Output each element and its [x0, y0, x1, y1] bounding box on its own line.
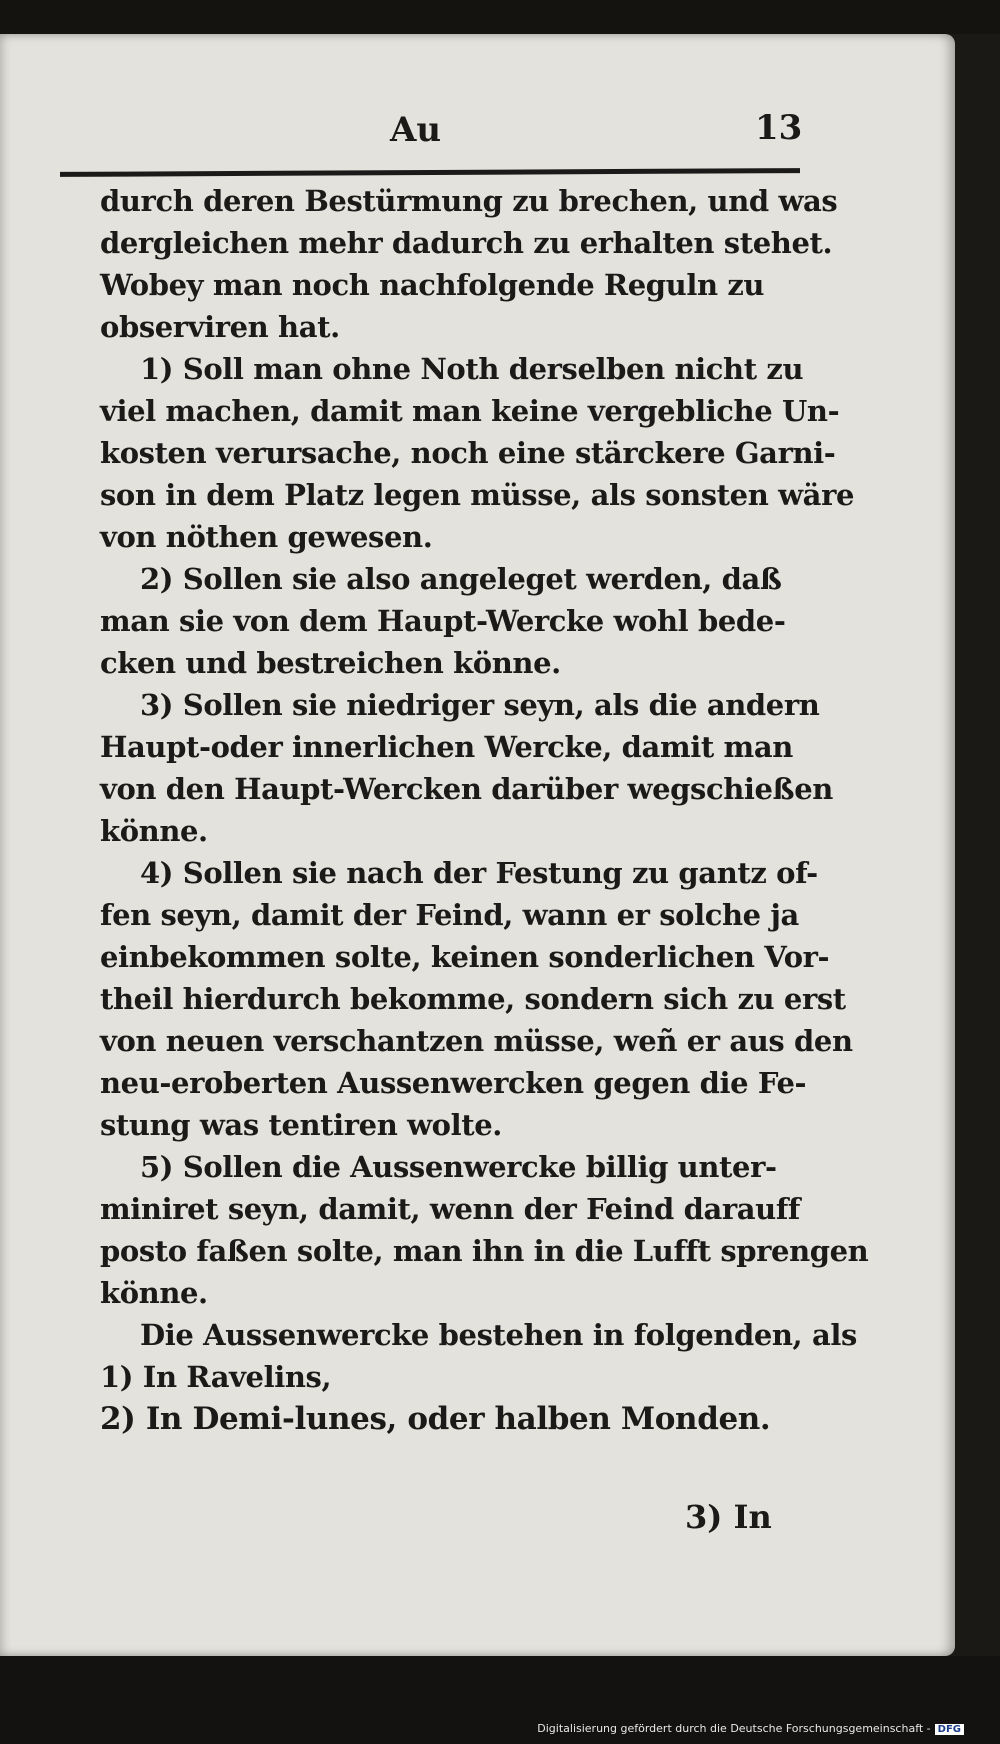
- text-line: Haupt-oder innerlichen Wercke, damit man: [100, 730, 793, 764]
- text-line: miniret seyn, damit, wenn der Feind darauff: [100, 1192, 800, 1226]
- text-line: 1) Soll man ohne Noth derselben nicht zu: [140, 352, 804, 386]
- catchword: 3) In: [685, 1498, 772, 1536]
- text-line: posto faßen solte, man ihn in die Lufft sprengen: [100, 1234, 869, 1268]
- text-line: 2) In Demi-lunes, oder halben Monden.: [100, 1401, 771, 1437]
- text-line: Die Aussenwercke bestehen in folgenden, als: [140, 1318, 857, 1352]
- text-line: neu-eroberten Aussenwercken gegen die Fe-: [100, 1066, 807, 1100]
- scan-top-border: [0, 0, 1000, 34]
- text-line: von nöthen gewesen.: [100, 520, 433, 554]
- text-line: könne.: [100, 1276, 208, 1310]
- text-line: von den Haupt-Wercken darüber wegschießen: [100, 772, 833, 806]
- text-line: 3) Sollen sie niedriger seyn, als die andern: [140, 688, 820, 722]
- text-line: viel machen, damit man keine vergebliche Un-: [100, 394, 840, 428]
- credit-text: Digitalisierung gefördert durch die Deutsche Forschungsgemeinschaft -: [537, 1722, 931, 1735]
- text-line: man sie von dem Haupt-Wercke wohl bede-: [100, 604, 786, 638]
- text-line: könne.: [100, 814, 208, 848]
- page-number: 13: [755, 108, 803, 148]
- text-line: son in dem Platz legen müsse, als sonsten wäre: [100, 478, 854, 512]
- text-line: 4) Sollen sie nach der Festung zu gantz of-: [140, 856, 818, 890]
- text-line: 5) Sollen die Aussenwercke billig unter-: [140, 1150, 777, 1184]
- text-line: kosten verursache, noch eine stärckere Garni-: [100, 436, 836, 470]
- text-line: Wobey man noch nachfolgende Reguln zu: [100, 268, 765, 302]
- text-line: dergleichen mehr dadurch zu erhalten stehet.: [100, 226, 833, 260]
- scan-right-border: [955, 34, 1000, 1656]
- text-line: einbekommen solte, keinen sonderlichen Vor-: [100, 940, 830, 974]
- text-line: von neuen verschantzen müsse, weñ er aus den: [100, 1024, 853, 1058]
- text-line: 1) In Ravelins,: [100, 1360, 332, 1394]
- text-line: observiren hat.: [100, 310, 340, 344]
- text-line: fen seyn, damit der Feind, wann er solche ja: [100, 898, 799, 932]
- text-line: theil hierdurch bekomme, sondern sich zu erst: [100, 982, 846, 1016]
- text-line: stung was tentiren wolte.: [100, 1108, 502, 1142]
- running-head: Au: [390, 110, 442, 150]
- body-text: [100, 180, 869, 1440]
- dfg-logo: DFG: [935, 1724, 964, 1735]
- text-line: cken und bestreichen könne.: [100, 646, 561, 680]
- digitization-credit: [537, 1722, 964, 1735]
- text-line: durch deren Bestürmung zu brechen, und was: [100, 184, 838, 218]
- text-line: 2) Sollen sie also angeleget werden, daß: [140, 562, 782, 596]
